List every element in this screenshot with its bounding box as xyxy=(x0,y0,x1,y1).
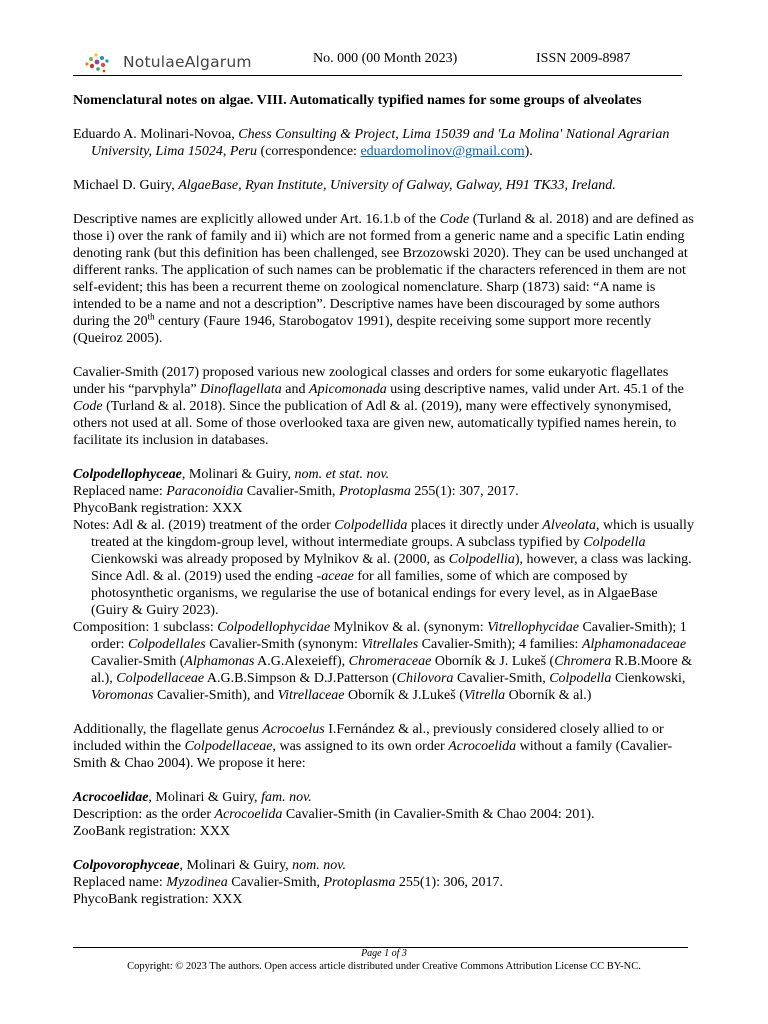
italic-text: Code xyxy=(439,212,470,227)
text-run: (Turland & al. 2018) and are defined as those i) over the rank of family and ii) which are not formed from a generic name and a specific Latin ending denoting rank (but this definition has been challenged, see Brzozowski 2020). They can be used unchanged at different ranks. The application of such names can be problematic if the characters referenced in them are not self-evident; this has been a recurrent theme on zoological nomenclature. Sharp (1873) said: “A name is intended to be a name and not a description”. Descriptive names have been discouraged by some authors during the 20 xyxy=(73,212,694,329)
logo-dots-icon xyxy=(83,50,111,74)
italic-text: nom. et stat. nov. xyxy=(294,467,390,482)
italic-text: AlgaeBase, Ryan Institute, University of Galway, Galway, H91 TK33, Ireland. xyxy=(178,178,616,193)
email-link[interactable]: eduardomolinov@gmail.com xyxy=(360,144,525,159)
text-run: (Turland & al. 2018). Since the publication of Adl & al. (2019), many were effectively synonymised, others not used at all. Some of those overlooked taxa are given new, automatically typified names herein, to facilitate its inclusion in databases. xyxy=(73,399,677,448)
text-run: places it directly under xyxy=(407,518,543,533)
text-run: Notes: Adl & al. (2019) treatment of the order xyxy=(73,518,335,533)
taxon-name: Colpovorophyceae xyxy=(73,858,180,873)
acrocoelidae-registration xyxy=(73,823,695,840)
text-run: Eduardo A. Molinari-Novoa, xyxy=(73,127,239,142)
text-run: Cavalier-Smith, xyxy=(453,671,550,686)
text-run: Description: as the order xyxy=(73,807,215,822)
text-run: , Molinari & Guiry, xyxy=(179,858,293,873)
text-run: century (Faure 1946, Starobogatov 1991), despite receiving some support more recently (Queiroz 2005). xyxy=(73,314,652,346)
text-run: Cavalier-Smith, xyxy=(227,875,324,890)
italic-text: Vitrellaceae xyxy=(277,688,345,703)
italic-text: Paraconoidia xyxy=(166,484,244,499)
taxon-name: Colpodellophyceae xyxy=(73,467,182,482)
text-run: PhycoBank registration: XXX xyxy=(73,892,243,907)
colpodellophyceae-registration xyxy=(73,500,695,517)
text-run: ZooBank registration: XXX xyxy=(73,824,231,839)
journal-name: NotulaeAlgarum xyxy=(123,53,252,71)
article-body xyxy=(73,92,695,908)
italic-text: Acrocoelida xyxy=(448,739,517,754)
text-run: I.Fernández & al., previously considered closely allied to or included within the xyxy=(73,722,664,754)
text-run: using descriptive names, valid under Art. 45.1 of the xyxy=(386,382,684,397)
text-run: Oborník & al.) xyxy=(505,688,592,703)
text-run: Cavalier-Smith); 1 order: xyxy=(91,620,687,652)
taxon-name: Acrocoelidae xyxy=(73,790,149,805)
italic-text: Acrocoelus xyxy=(262,722,325,737)
colpovorophyceae-replaced-name xyxy=(73,874,695,891)
text-run: 255(1): 306, 2017. xyxy=(395,875,504,890)
text-run: Nomenclatural notes on algae. VIII. Automatically typified names for some groups of alveolates xyxy=(73,93,642,108)
italic-text: Alveolata xyxy=(542,518,596,533)
text-run: R.B.Moore & al.), xyxy=(91,654,693,686)
issn-number: ISSN 2009-8987 xyxy=(536,51,631,66)
text-run: ), however, a class was lacking. Since Adl. & al. (2019) used the ending xyxy=(91,552,692,584)
italic-text: Code xyxy=(73,399,103,414)
italic-text: Chromera xyxy=(554,654,612,669)
text-run: 255(1): 307, 2017. xyxy=(410,484,519,499)
text-run: without a family (Cavalier-Smith & Chao 2004). We propose it here: xyxy=(73,739,673,771)
text-run: A.G.B.Simpson & D.J.Patterson ( xyxy=(204,671,397,686)
text-run: Cavalier-Smith ( xyxy=(91,654,185,669)
italic-text: Colpodellida xyxy=(334,518,408,533)
italic-text: Vitrella xyxy=(463,688,506,703)
page-number: Page 1 of 3 xyxy=(361,948,407,959)
text-run: Oborník & J. Lukeš ( xyxy=(431,654,555,669)
italic-text: Dinoflagellata xyxy=(200,382,282,397)
italic-text: Myzodinea xyxy=(166,875,228,890)
italic-text: Colpodellaceae xyxy=(184,739,273,754)
colpodellophyceae-notes xyxy=(73,517,695,619)
text-run: for all families, some of which are composed by photosynthetic organisms, we regularise the use of botanical endings for every level, as in AlgaeBase (Guiry & Guiry 2023). xyxy=(91,569,658,618)
text-run: Additionally, the flagellate genus xyxy=(73,722,263,737)
text-run: , which is usually treated at the kingdom-group level, without intermediate groups. A subclass typified by xyxy=(91,518,694,550)
text-run: Composition: 1 subclass: xyxy=(73,620,218,635)
italic-text: Protoplasma xyxy=(323,875,396,890)
taxon-acrocoelidae-heading xyxy=(73,789,695,806)
text-run: Mylnikov & al. (synonym: xyxy=(330,620,488,635)
body-paragraph-2 xyxy=(73,364,695,449)
text-run: Cienkowski was already proposed by Mylnikov & al. (2000, as xyxy=(91,552,449,567)
author-1-affiliation xyxy=(73,126,695,160)
issue-number: No. 000 (00 Month 2023) xyxy=(313,51,458,66)
text-run: Oborník & J.Lukeš ( xyxy=(344,688,464,703)
text-run: , was assigned to its own order xyxy=(272,739,449,754)
acrocoelidae-description xyxy=(73,806,695,823)
italic-text: Colpodellia xyxy=(448,552,515,567)
italic-text: nom. nov. xyxy=(292,858,346,873)
text-run: Cavalier-Smith (in Cavalier-Smith & Chao 2004: 201). xyxy=(282,807,595,822)
text-run: Cavalier-Smith (synonym: xyxy=(205,637,362,652)
italic-text: -aceae xyxy=(316,569,354,584)
italic-text: Chess Consulting & Project, Lima 15039 and 'La Molina' National Agrarian University, Lima 15024, Peru xyxy=(91,127,670,159)
text-run: Replaced name: xyxy=(73,875,167,890)
header-divider xyxy=(73,75,682,76)
article-title xyxy=(73,92,695,109)
text-run: A.G.Alexeieff), xyxy=(254,654,349,669)
text-run: Cienkowski, xyxy=(611,671,686,686)
text-run: PhycoBank registration: XXX xyxy=(73,501,243,516)
italic-text: Protoplasma xyxy=(339,484,411,499)
text-run: (correspondence: xyxy=(257,144,361,159)
italic-text: Chromeraceae xyxy=(348,654,432,669)
taxon-colpodellophyceae-heading xyxy=(73,466,695,483)
italic-text: Chilovora xyxy=(396,671,454,686)
journal-header xyxy=(73,44,682,76)
text-run: Michael D. Guiry, xyxy=(73,178,179,193)
colpovorophyceae-registration xyxy=(73,891,695,908)
italic-text: Apicomonada xyxy=(309,382,387,397)
italic-text: Vitrellophycidae xyxy=(487,620,579,635)
text-run: Cavalier-Smith); 4 families: xyxy=(418,637,582,652)
italic-text: Colpodellales xyxy=(127,637,206,652)
text-run: Cavalier-Smith), and xyxy=(153,688,278,703)
italic-text: Voromonas xyxy=(91,688,154,703)
text-run: ). xyxy=(524,144,533,159)
text-run: and xyxy=(281,382,310,397)
copyright-notice: Copyright: © 2023 The authors. Open access article distributed under Creative Commons Attribution License CC BY-NC. xyxy=(127,961,641,972)
text-run: , Molinari & Guiry, xyxy=(148,790,262,805)
italic-text: Colpodellophycidae xyxy=(217,620,331,635)
body-paragraph-1 xyxy=(73,211,695,347)
colpodellophyceae-composition xyxy=(73,619,695,704)
superscript: th xyxy=(147,311,155,322)
italic-text: Colpodella xyxy=(549,671,612,686)
text-run: Cavalier-Smith (2017) proposed various new zoological classes and orders for some eukaryotic flagellates under his “parvphyla” xyxy=(73,365,669,397)
italic-text: Vitrellales xyxy=(361,637,419,652)
colpodellophyceae-replaced-name xyxy=(73,483,695,500)
italic-text: Acrocoelida xyxy=(214,807,283,822)
text-run: Cavalier-Smith, xyxy=(243,484,340,499)
taxon-colpovorophyceae-heading xyxy=(73,857,695,874)
text-run: Descriptive names are explicitly allowed under Art. 16.1.b of the xyxy=(73,212,440,227)
italic-text: Colpodellaceae xyxy=(116,671,205,686)
italic-text: fam. nov. xyxy=(261,790,312,805)
text-run: , Molinari & Guiry, xyxy=(181,467,295,482)
italic-text: Alphamonadaceae xyxy=(581,637,687,652)
author-2-affiliation xyxy=(73,177,695,194)
body-paragraph-3 xyxy=(73,721,695,772)
text-run: Replaced name: xyxy=(73,484,167,499)
italic-text: Colpodella xyxy=(583,535,646,550)
italic-text: Alphamonas xyxy=(184,654,255,669)
